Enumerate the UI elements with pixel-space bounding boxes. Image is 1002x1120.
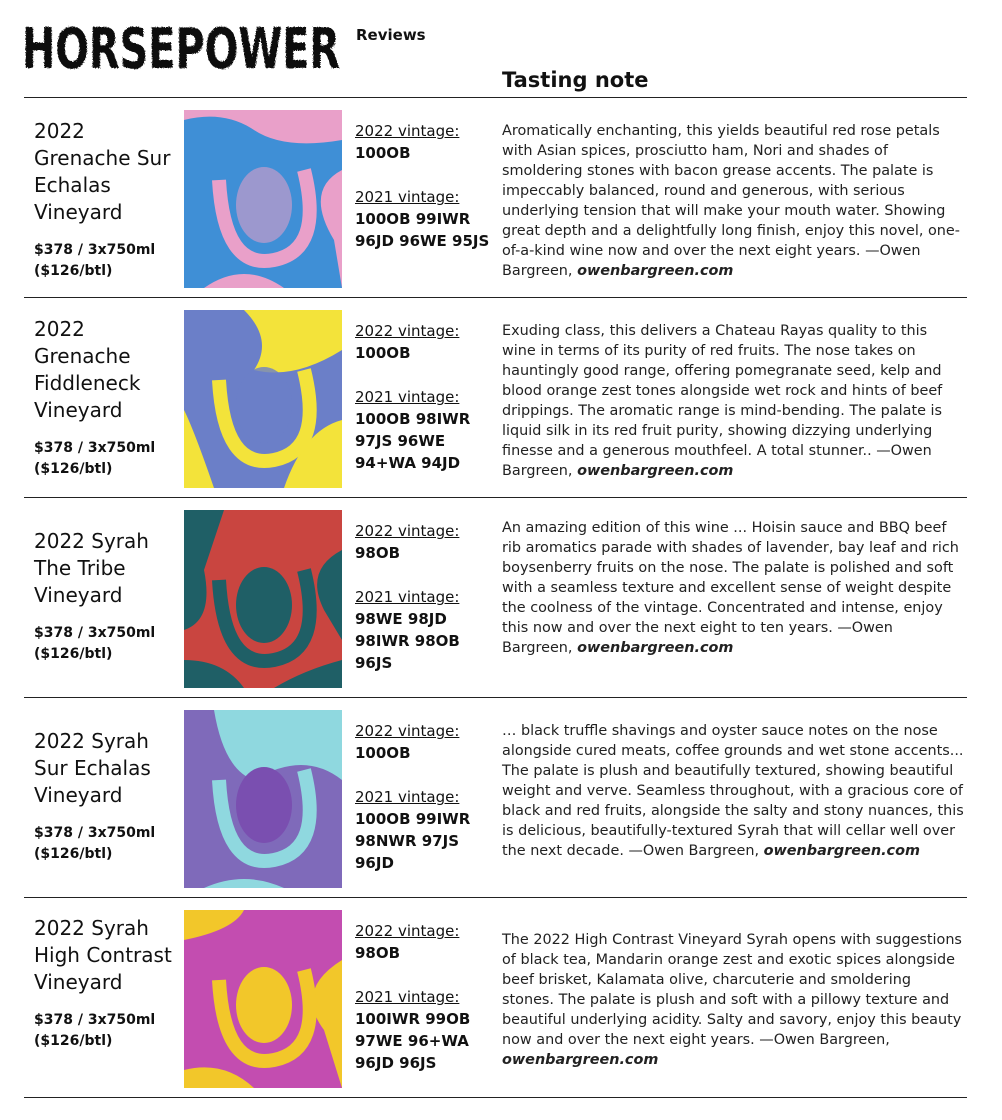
note-text: An amazing edition of this wine ... Hoisin sauce and BBQ beef rib aromatics parade with shades of lavender, bay leaf and rich boysenberry fruits on the nose. The palate is polished and soft with a seamless texture and excellent sense of weight despite the coolness of the vintage. Concentrated and intense, enjoy this now and over the next eight to ten years. —Owen Bargreen, <box>502 520 959 656</box>
wine-price <box>34 623 184 665</box>
tasting-note <box>502 930 964 1070</box>
wine-name: 2022 Syrah Sur Echalas Vineyard <box>34 729 151 807</box>
vintage-2021-label: 2021 vintage: <box>355 388 460 406</box>
wine-info <box>34 118 184 282</box>
price-pack: $378 / 3x750ml <box>34 1012 156 1028</box>
wine-info <box>34 316 184 480</box>
vintage-2021-scores: 100IWR 99OB 97WE 96+WA 96JD 96JS <box>355 1010 471 1072</box>
wine-info <box>34 528 184 665</box>
wine-label-image <box>184 710 342 888</box>
vintage-2022-scores: 100OB <box>355 744 411 762</box>
wine-label-image <box>184 310 342 488</box>
note-text: The 2022 High Contrast Vineyard Syrah opens with suggestions of black tea, Mandarin orange zest and exotic spices alongside beef brisket, Kalamata olive, charcuterie and smoldering stones. The palate is plush and soft with a pillowy texture and beautiful underlying acidity. Salty and savory, enjoy this beauty now and over the next eight years. —Owen Bargreen, <box>502 932 962 1048</box>
vintage-2022-label: 2022 vintage: <box>355 722 460 740</box>
reviews <box>355 520 500 674</box>
wine-row-4 <box>24 698 967 898</box>
wine-price <box>34 240 184 282</box>
note-source-site: owenbargreen.com <box>763 843 920 859</box>
wine-label-image <box>184 910 342 1088</box>
wine-info <box>34 915 184 1052</box>
wine-name: 2022 Grenache Fiddleneck Vineyard <box>34 317 141 422</box>
vintage-2021-label: 2021 vintage: <box>355 988 460 1006</box>
vintage-2021-scores: 98WE 98JD 98IWR 98OB 96JS <box>355 610 460 672</box>
tasting-note <box>502 321 964 481</box>
vintage-2022-scores: 98OB <box>355 944 401 962</box>
wine-price <box>34 823 184 865</box>
note-source-site: owenbargreen.com <box>577 263 734 279</box>
wine-price <box>34 438 184 480</box>
wine-row-5 <box>24 898 967 1098</box>
price-per-bottle: ($126/btl) <box>34 646 113 662</box>
price-pack: $378 / 3x750ml <box>34 825 156 841</box>
note-source-site: owenbargreen.com <box>502 1052 659 1068</box>
reviews <box>355 120 500 252</box>
note-source-site: owenbargreen.com <box>577 463 734 479</box>
price-per-bottle: ($126/btl) <box>34 846 113 862</box>
wine-name: 2022 Syrah The Tribe Vineyard <box>34 529 149 607</box>
vintage-2021-scores: 100OB 98IWR 97JS 96WE 94+WA 94JD <box>355 410 471 472</box>
price-pack: $378 / 3x750ml <box>34 242 156 258</box>
wine-info <box>34 728 184 865</box>
note-text: Exuding class, this delivers a Chateau Rayas quality to this wine in terms of its purity of red fruits. The nose takes on hauntingly good range, offering pomegranate seed, kelp and blood orange zest tones alongside wet rock and hints of beef drippings. The aromatic range is mind-bending. The palate is liquid silk in its red fruit purity, showing dizzying underlying finesse and a generous mouthfeel. A total stunner.. —Owen Bargreen, <box>502 323 943 479</box>
tasting-note <box>502 721 964 861</box>
wine-label-image <box>184 110 342 288</box>
brand-wordmark: HORSEPOWER <box>22 18 340 82</box>
tasting-note <box>502 121 964 281</box>
price-pack: $378 / 3x750ml <box>34 625 156 641</box>
price-pack: $378 / 3x750ml <box>34 440 156 456</box>
note-text: … black truffle shavings and oyster sauce notes on the nose alongside cured meats, coffee grounds and wet stone accents... The palate is plush and beautifully textured, showing beautiful weight and verve. Seamless throughout, with a gracious core of black and red fruits, alongside the salty and stony nuances, this is delicious, beautifully-textured Syrah that will cellar well over the next decade. —Owen Bargreen, <box>502 723 964 859</box>
wine-name: 2022 Syrah High Contrast Vineyard <box>34 916 172 994</box>
reviews <box>355 720 500 874</box>
vintage-2021-label: 2021 vintage: <box>355 588 460 606</box>
vintage-2022-label: 2022 vintage: <box>355 322 460 340</box>
vintage-2021-scores: 100OB 99IWR 98NWR 97JS 96JD <box>355 810 471 872</box>
vintage-2021-scores: 100OB 99IWR 96JD 96WE 95JS <box>355 210 490 250</box>
wine-row-1 <box>24 98 967 298</box>
vintage-2022-label: 2022 vintage: <box>355 522 460 540</box>
vintage-2021-label: 2021 vintage: <box>355 788 460 806</box>
wine-row-2 <box>24 298 967 498</box>
price-per-bottle: ($126/btl) <box>34 263 113 279</box>
wine-label-image <box>184 510 342 688</box>
wine-name: 2022 Grenache Sur Echalas Vineyard <box>34 119 171 224</box>
reviews-column-header: Reviews <box>356 26 426 44</box>
tasting-note-column-header: Tasting note <box>502 68 649 92</box>
reviews <box>355 320 500 474</box>
note-source-site: owenbargreen.com <box>577 640 734 656</box>
tasting-note <box>502 518 964 658</box>
divider <box>24 1097 967 1098</box>
vintage-2022-label: 2022 vintage: <box>355 122 460 140</box>
vintage-2022-scores: 98OB <box>355 544 401 562</box>
wine-row-3 <box>24 498 967 698</box>
vintage-2021-label: 2021 vintage: <box>355 188 460 206</box>
vintage-2022-scores: 100OB <box>355 144 411 162</box>
horsepower-logo <box>22 18 342 88</box>
vintage-2022-label: 2022 vintage: <box>355 922 460 940</box>
wine-price <box>34 1010 184 1052</box>
note-text: Aromatically enchanting, this yields beautiful red rose petals with Asian spices, prosciutto ham, Nori and shades of smoldering stones with bacon grease accents. The palate is impeccably balanced, round and generous, with serious underlying tension that will make your mouth water. Showing great depth and a delightfully long finish, enjoy this novel, one-of-a-kind wine now and over the next eight years. —Owen Bargreen, <box>502 123 960 279</box>
reviews <box>355 920 500 1074</box>
price-per-bottle: ($126/btl) <box>34 461 113 477</box>
price-per-bottle: ($126/btl) <box>34 1033 113 1049</box>
vintage-2022-scores: 100OB <box>355 344 411 362</box>
